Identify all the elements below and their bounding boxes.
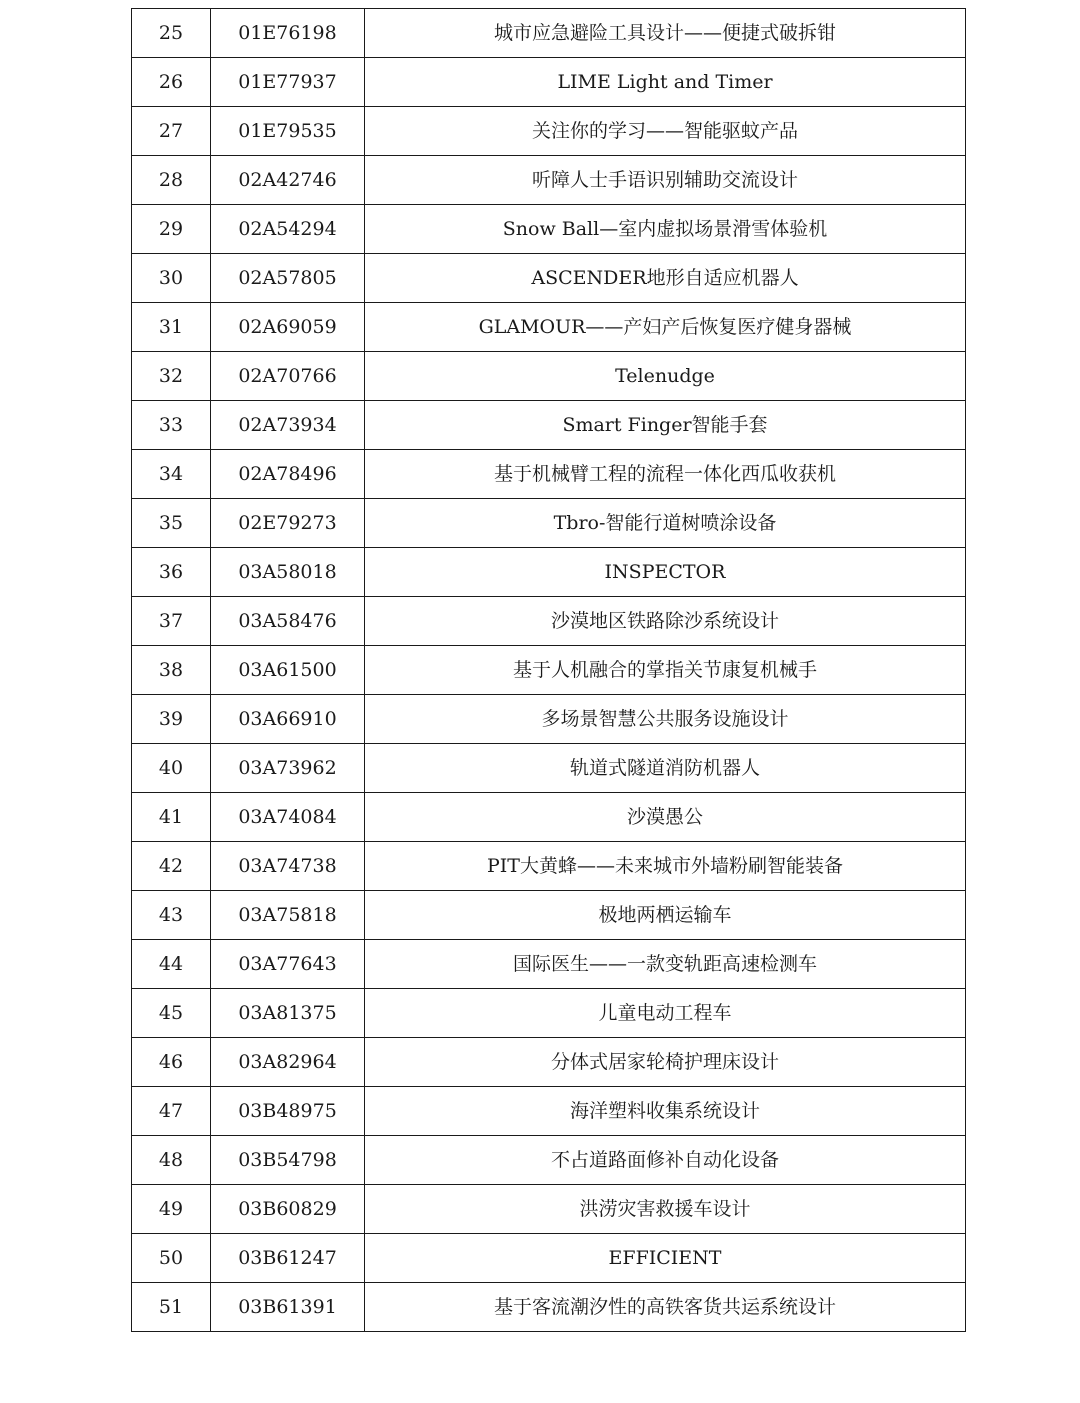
- results-table: [131, 8, 966, 1332]
- table-row: [132, 58, 966, 107]
- project-title-cell: 分体式居家轮椅护理床设计: [365, 1038, 966, 1087]
- table-row: [132, 1038, 966, 1087]
- table-row: [132, 1087, 966, 1136]
- table-row: [132, 1185, 966, 1234]
- entry-code-cell: 03A61500: [211, 646, 365, 695]
- entry-code-cell: 03A75818: [211, 891, 365, 940]
- project-title-cell: 城市应急避险工具设计——便捷式破拆钳: [365, 9, 966, 58]
- entry-code-cell: 03A58018: [211, 548, 365, 597]
- row-number-cell: 42: [132, 842, 211, 891]
- row-number-cell: 26: [132, 58, 211, 107]
- project-title-cell: 基于机械臂工程的流程一体化西瓜收获机: [365, 450, 966, 499]
- table-row: [132, 793, 966, 842]
- project-title-cell: 洪涝灾害救援车设计: [365, 1185, 966, 1234]
- table-row: [132, 1283, 966, 1332]
- entry-code-cell: 03A77643: [211, 940, 365, 989]
- table-row: [132, 1136, 966, 1185]
- row-number-cell: 51: [132, 1283, 211, 1332]
- entry-code-cell: 02A70766: [211, 352, 365, 401]
- project-title-cell: Tbro-智能行道树喷涂设备: [365, 499, 966, 548]
- table-row: [132, 450, 966, 499]
- row-number-cell: 43: [132, 891, 211, 940]
- row-number-cell: 37: [132, 597, 211, 646]
- table-row: [132, 1234, 966, 1283]
- project-title-cell: 听障人士手语识别辅助交流设计: [365, 156, 966, 205]
- project-title-cell: PIT大黄蜂——未来城市外墙粉刷智能装备: [365, 842, 966, 891]
- project-title-cell: EFFICIENT: [365, 1234, 966, 1283]
- project-title-cell: 基于人机融合的掌指关节康复机械手: [365, 646, 966, 695]
- row-number-cell: 50: [132, 1234, 211, 1283]
- entry-code-cell: 02A78496: [211, 450, 365, 499]
- row-number-cell: 46: [132, 1038, 211, 1087]
- project-title-cell: 国际医生——一款变轨距高速检测车: [365, 940, 966, 989]
- project-title-cell: 基于客流潮汐性的高铁客货共运系统设计: [365, 1283, 966, 1332]
- entry-code-cell: 02E79273: [211, 499, 365, 548]
- table-row: [132, 548, 966, 597]
- project-title-cell: 多场景智慧公共服务设施设计: [365, 695, 966, 744]
- row-number-cell: 44: [132, 940, 211, 989]
- row-number-cell: 38: [132, 646, 211, 695]
- table-row: [132, 352, 966, 401]
- entry-code-cell: 03A81375: [211, 989, 365, 1038]
- table-row: [132, 646, 966, 695]
- entry-code-cell: 02A42746: [211, 156, 365, 205]
- table-row: [132, 940, 966, 989]
- row-number-cell: 29: [132, 205, 211, 254]
- entry-code-cell: 03A73962: [211, 744, 365, 793]
- table-row: [132, 107, 966, 156]
- entry-code-cell: 03A74084: [211, 793, 365, 842]
- entry-code-cell: 02A54294: [211, 205, 365, 254]
- project-title-cell: 儿童电动工程车: [365, 989, 966, 1038]
- row-number-cell: 48: [132, 1136, 211, 1185]
- row-number-cell: 35: [132, 499, 211, 548]
- project-title-cell: Snow Ball—室内虚拟场景滑雪体验机: [365, 205, 966, 254]
- entry-code-cell: 03B54798: [211, 1136, 365, 1185]
- project-title-cell: 不占道路面修补自动化设备: [365, 1136, 966, 1185]
- entry-code-cell: 03B61391: [211, 1283, 365, 1332]
- table-row: [132, 695, 966, 744]
- row-number-cell: 45: [132, 989, 211, 1038]
- table-row: [132, 597, 966, 646]
- entry-code-cell: 03A66910: [211, 695, 365, 744]
- entry-code-cell: 03A82964: [211, 1038, 365, 1087]
- project-title-cell: 轨道式隧道消防机器人: [365, 744, 966, 793]
- row-number-cell: 30: [132, 254, 211, 303]
- project-title-cell: 关注你的学习——智能驱蚊产品: [365, 107, 966, 156]
- row-number-cell: 32: [132, 352, 211, 401]
- table-row: [132, 744, 966, 793]
- row-number-cell: 34: [132, 450, 211, 499]
- table-row: [132, 205, 966, 254]
- project-title-cell: ASCENDER地形自适应机器人: [365, 254, 966, 303]
- row-number-cell: 47: [132, 1087, 211, 1136]
- entry-code-cell: 03B61247: [211, 1234, 365, 1283]
- entry-code-cell: 01E76198: [211, 9, 365, 58]
- row-number-cell: 25: [132, 9, 211, 58]
- entry-code-cell: 03B60829: [211, 1185, 365, 1234]
- table-row: [132, 842, 966, 891]
- table-row: [132, 9, 966, 58]
- project-title-cell: 海洋塑料收集系统设计: [365, 1087, 966, 1136]
- entry-code-cell: 01E77937: [211, 58, 365, 107]
- project-title-cell: LIME Light and Timer: [365, 58, 966, 107]
- row-number-cell: 41: [132, 793, 211, 842]
- project-title-cell: Smart Finger智能手套: [365, 401, 966, 450]
- table-row: [132, 254, 966, 303]
- table-row: [132, 401, 966, 450]
- entry-code-cell: 03A58476: [211, 597, 365, 646]
- project-title-cell: GLAMOUR——产妇产后恢复医疗健身器械: [365, 303, 966, 352]
- table-row: [132, 156, 966, 205]
- entry-code-cell: 02A57805: [211, 254, 365, 303]
- row-number-cell: 40: [132, 744, 211, 793]
- row-number-cell: 28: [132, 156, 211, 205]
- table-body: [132, 9, 966, 1332]
- project-title-cell: 沙漠愚公: [365, 793, 966, 842]
- row-number-cell: 31: [132, 303, 211, 352]
- table-row: [132, 989, 966, 1038]
- row-number-cell: 49: [132, 1185, 211, 1234]
- project-title-cell: Telenudge: [365, 352, 966, 401]
- row-number-cell: 39: [132, 695, 211, 744]
- entry-code-cell: 03A74738: [211, 842, 365, 891]
- project-title-cell: 沙漠地区铁路除沙系统设计: [365, 597, 966, 646]
- row-number-cell: 33: [132, 401, 211, 450]
- table-row: [132, 303, 966, 352]
- entry-code-cell: 03B48975: [211, 1087, 365, 1136]
- table-row: [132, 891, 966, 940]
- row-number-cell: 36: [132, 548, 211, 597]
- entry-code-cell: 02A69059: [211, 303, 365, 352]
- entry-code-cell: 02A73934: [211, 401, 365, 450]
- project-title-cell: 极地两栖运输车: [365, 891, 966, 940]
- table-row: [132, 499, 966, 548]
- row-number-cell: 27: [132, 107, 211, 156]
- project-title-cell: INSPECTOR: [365, 548, 966, 597]
- entry-code-cell: 01E79535: [211, 107, 365, 156]
